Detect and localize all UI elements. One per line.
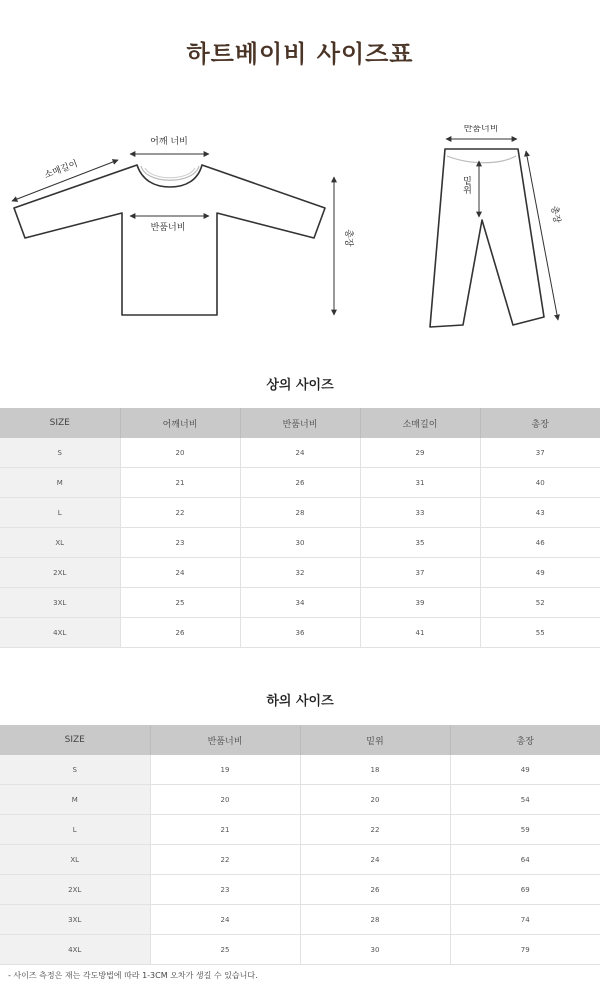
value-cell: 31: [360, 468, 480, 498]
size-diagram: [0, 125, 600, 340]
table-row: [0, 528, 600, 558]
value-cell: 34: [240, 588, 360, 618]
value-cell: 20: [150, 785, 300, 815]
column-header: 반품너비: [240, 408, 360, 438]
top-size-table: [0, 408, 600, 648]
value-cell: 25: [120, 588, 240, 618]
size-cell: 3XL: [0, 588, 120, 618]
value-cell: 35: [360, 528, 480, 558]
size-cell: 4XL: [0, 618, 120, 648]
value-cell: 43: [480, 498, 600, 528]
value-cell: 22: [120, 498, 240, 528]
shirt-illustration: [14, 165, 325, 315]
size-cell: S: [0, 438, 120, 468]
table-row: [0, 755, 600, 785]
pants-illustration: [430, 149, 544, 327]
value-cell: 24: [150, 905, 300, 935]
table-header-row: [0, 408, 600, 438]
value-cell: 46: [480, 528, 600, 558]
value-cell: 49: [450, 755, 600, 785]
size-cell: 4XL: [0, 935, 150, 965]
size-cell: 3XL: [0, 905, 150, 935]
top-total-length-label: 총장: [343, 229, 353, 247]
size-cell: XL: [0, 845, 150, 875]
value-cell: 37: [480, 438, 600, 468]
value-cell: 21: [150, 815, 300, 845]
shoulder-width-label: 어깨 너비: [150, 137, 188, 147]
value-cell: 37: [360, 558, 480, 588]
value-cell: 40: [480, 468, 600, 498]
value-cell: 21: [120, 468, 240, 498]
value-cell: 26: [120, 618, 240, 648]
value-cell: 23: [120, 528, 240, 558]
value-cell: 79: [450, 935, 600, 965]
value-cell: 32: [240, 558, 360, 588]
value-cell: 30: [300, 935, 450, 965]
size-cell: L: [0, 498, 120, 528]
value-cell: 59: [450, 815, 600, 845]
column-header: 어깨너비: [120, 408, 240, 438]
page-title: 하트베이비 사이즈표: [186, 40, 414, 68]
table-header-row: [0, 725, 600, 755]
pants-total-length-label: 총장: [548, 205, 562, 225]
value-cell: 33: [360, 498, 480, 528]
value-cell: 64: [450, 845, 600, 875]
table-row: [0, 845, 600, 875]
value-cell: 55: [480, 618, 600, 648]
size-cell: M: [0, 468, 120, 498]
size-cell: 2XL: [0, 558, 120, 588]
value-cell: 22: [150, 845, 300, 875]
value-cell: 26: [240, 468, 360, 498]
value-cell: 23: [150, 875, 300, 905]
value-cell: 52: [480, 588, 600, 618]
bottom-size-table: [0, 725, 600, 965]
value-cell: 69: [450, 875, 600, 905]
value-cell: 24: [300, 845, 450, 875]
half-chest-label: 반품너비: [150, 223, 186, 233]
measurement-footnote: - 사이즈 측정은 재는 각도방법에 따라 1-3CM 오차가 생길 수 있습니다.: [8, 971, 258, 980]
value-cell: 39: [360, 588, 480, 618]
value-cell: 26: [300, 875, 450, 905]
value-cell: 24: [120, 558, 240, 588]
value-cell: 28: [240, 498, 360, 528]
size-cell: XL: [0, 528, 120, 558]
value-cell: 25: [150, 935, 300, 965]
column-header: 소매길이: [360, 408, 480, 438]
value-cell: 29: [360, 438, 480, 468]
table-row: [0, 815, 600, 845]
value-cell: 24: [240, 438, 360, 468]
column-header: 총장: [480, 408, 600, 438]
table-row: [0, 875, 600, 905]
table-row: [0, 935, 600, 965]
size-cell: S: [0, 755, 150, 785]
value-cell: 41: [360, 618, 480, 648]
pants-measure-arrows: [446, 139, 558, 320]
rise-label: 밑위: [461, 176, 471, 194]
column-header: 총장: [450, 725, 600, 755]
column-header: SIZE: [0, 725, 150, 755]
column-header: 반품너비: [150, 725, 300, 755]
size-cell: 2XL: [0, 875, 150, 905]
table-row: [0, 438, 600, 468]
value-cell: 49: [480, 558, 600, 588]
table-row: [0, 785, 600, 815]
size-cell: M: [0, 785, 150, 815]
table-row: [0, 558, 600, 588]
value-cell: 74: [450, 905, 600, 935]
table-row: [0, 905, 600, 935]
value-cell: 19: [150, 755, 300, 785]
sleeve-length-label: 소매길이: [43, 159, 80, 182]
table-row: [0, 498, 600, 528]
column-header: 밑위: [300, 725, 450, 755]
table-row: [0, 468, 600, 498]
value-cell: 20: [300, 785, 450, 815]
column-header: SIZE: [0, 408, 120, 438]
size-cell: L: [0, 815, 150, 845]
table-row: [0, 588, 600, 618]
bottom-size-title: 하의 사이즈: [266, 694, 334, 709]
value-cell: 20: [120, 438, 240, 468]
table-row: [0, 618, 600, 648]
pants-half-width-label: 반품너비: [463, 125, 499, 134]
top-size-title: 상의 사이즈: [266, 378, 334, 393]
value-cell: 36: [240, 618, 360, 648]
value-cell: 18: [300, 755, 450, 785]
value-cell: 28: [300, 905, 450, 935]
value-cell: 22: [300, 815, 450, 845]
value-cell: 54: [450, 785, 600, 815]
value-cell: 30: [240, 528, 360, 558]
